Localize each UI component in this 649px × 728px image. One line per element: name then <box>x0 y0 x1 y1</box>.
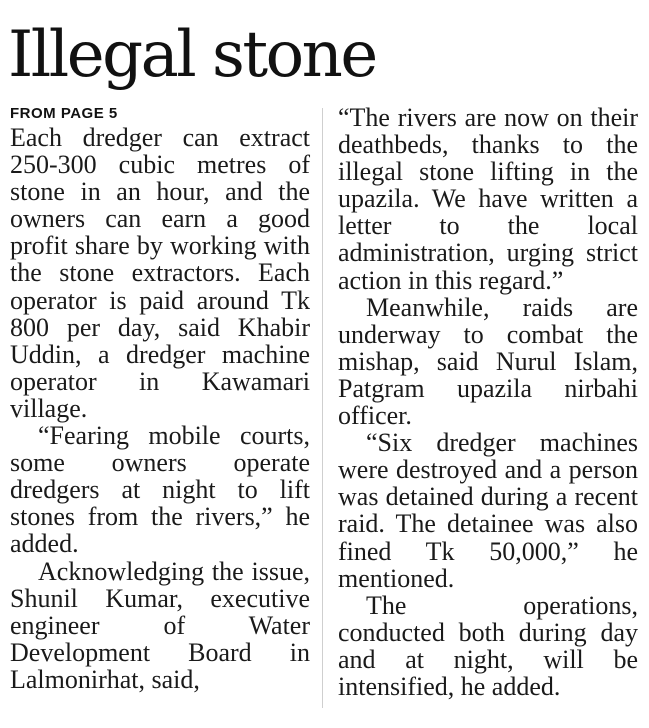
paragraph-7: The operations, conducted both during day and at night, will be intensified, he added. <box>338 590 638 701</box>
right-column <box>338 104 638 700</box>
paragraph-5: Meanwhile, raids are underway to combat the mishap, said Nurul Islam, Patgram upazila nirbahi officer. <box>338 292 638 431</box>
column-divider <box>322 108 323 708</box>
paragraph-3: Acknowledging the issue, Shunil Kumar, executive engineer of Water Development Board in Lalmonirhat, said, <box>10 556 310 694</box>
jump-label: FROM PAGE 5 <box>10 105 118 122</box>
paragraph-1: Each dredger can extract 250-300 cubic metres of stone in an hour, and the owners can earn a good profit share by working with the stone extractors. Each operator is paid around Tk 800 per day, said Khabir Uddin, a dredger machine operator in Kawamari village. <box>10 123 310 423</box>
headline: Illegal stone <box>8 18 376 92</box>
paragraph-2: “Fearing mobile courts, some owners operate dredgers at night to lift stones from the rivers,” he added. <box>10 421 310 559</box>
left-column <box>10 104 310 693</box>
paragraph-6: “Six dredger machines were destroyed and a person was detained during a recent raid. The detainee was also fined Tk 50,000,” he mentioned. <box>338 428 638 593</box>
paragraph-4: “The rivers are now on their deathbeds, thanks to the illegal stone lifting in the upazila. We have written a letter to the local administration, urging strict action in this regard.” <box>338 103 638 295</box>
